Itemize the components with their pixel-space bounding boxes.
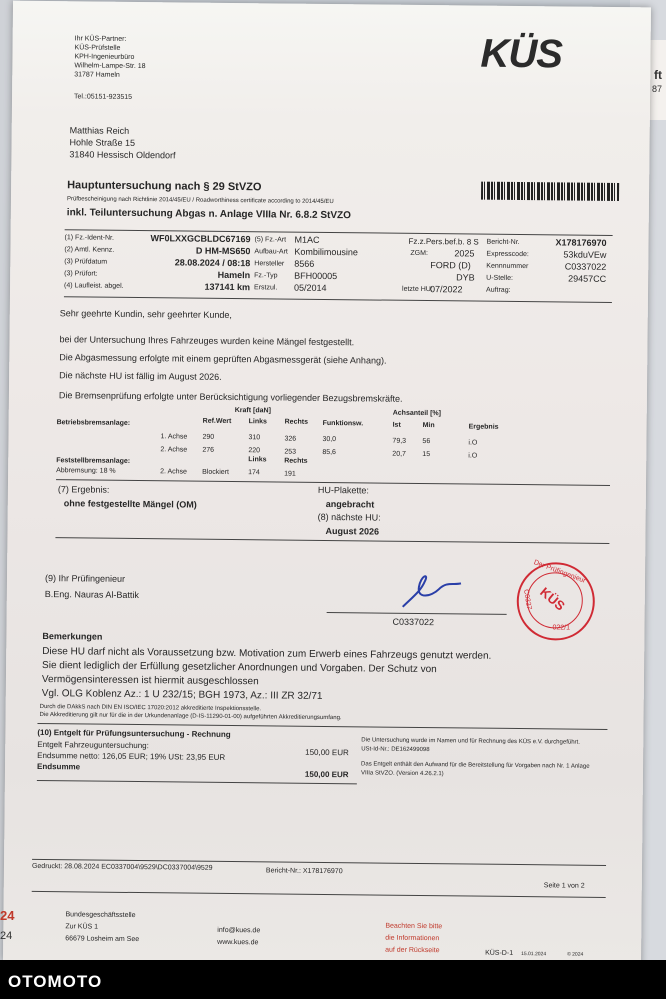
partner-line: Ihr KÜS-Partner: xyxy=(74,35,127,43)
express-code: 53kduVEw xyxy=(563,249,607,260)
inspector-id: C0337022 xyxy=(392,616,435,628)
invoice-total: 150,00 EUR xyxy=(304,769,349,780)
brake-left-col: 310 220 xyxy=(248,434,261,455)
test-station: 29457CC xyxy=(568,273,607,284)
col-header: Links xyxy=(248,418,267,426)
next-hu-label: (8) nächste HU: xyxy=(317,511,381,523)
footer-report-number: Bericht-Nr.: X178176970 xyxy=(265,867,343,876)
brake-ref-col: 290 276 xyxy=(202,433,215,454)
copyright: © 2024 xyxy=(567,951,584,958)
notice: auf der Rückseite xyxy=(385,946,440,955)
zgm: 2025 xyxy=(454,248,475,259)
parking-right: 191 xyxy=(284,470,296,478)
inspection-date: 28.08.2024 / 08:18 xyxy=(174,257,251,269)
remark-line: Diese HU darf nicht als Voraussetzung bzw. Motivation zum Erwerb eines Fahrzeugs genutzt werden. xyxy=(42,646,492,662)
divider xyxy=(32,891,606,898)
parking-brake-label: Feststellbremsanlage: xyxy=(56,457,131,465)
partner-line: Wilhelm-Lampe-Str. 18 xyxy=(74,62,146,71)
field-values-col2: M1AC Kombilimousine 8566 BFH00005 05/2014 xyxy=(294,234,359,293)
remark-line: Vermögensinteressen ist hiermit ausgeschlossen xyxy=(41,674,259,688)
service-brake-label: Betriebsbremsanlage: xyxy=(56,419,131,427)
document-title: Hauptuntersuchung nach § 29 StVZO xyxy=(67,179,262,194)
field-labels-col1: (1) Fz.-Ident-Nr. (2) Amtl. Kennz. (3) Prüfdatum (3) Prüfort: (4) Laufleist. abgel. xyxy=(64,234,124,290)
partner-line: KPH-Ingenieurbüro xyxy=(74,53,135,61)
next-hu: August 2026 xyxy=(325,525,380,537)
brake-right-col: 326 253 xyxy=(284,435,297,456)
form-date: 15.01.2024 xyxy=(521,951,547,958)
invoice-note: VIIIa StVZO. (Version 4.26.2.1) xyxy=(360,770,444,778)
inspector-stamp: Der Prüfingenieur KÜS C0337 022/1 xyxy=(516,562,595,641)
email: info@kues.de xyxy=(217,926,261,935)
remark-line: Vgl. OLG Koblenz Az.: 1 U 232/15; BGH 1973, Az.: III ZR 32/71 xyxy=(41,688,323,702)
head-office: 66679 Losheim am See xyxy=(65,935,140,944)
field-values-col1 xyxy=(132,232,251,293)
paragraph: Die nächste HU ist fällig im August 2026. xyxy=(59,370,222,382)
brake-axle-col xyxy=(160,430,187,456)
notice: Beachten Sie bitte xyxy=(385,922,443,931)
accreditation: Durch die DAkkS nach DIN EN ISO/IEC 17020:2012 akkreditierte Inspektionsstelle. xyxy=(39,704,262,713)
invoice-amount: 150,00 EUR xyxy=(305,747,349,758)
license-plate: D HM-MS650 xyxy=(195,245,251,257)
greeting: Sehr geehrte Kundin, sehr geehrter Kunde, xyxy=(59,308,232,320)
website: www.kues.de xyxy=(217,938,259,947)
vehicle-class: Fz.z.Pers.bef.b. 8 S xyxy=(408,236,479,247)
force-header: Kraft [daN] xyxy=(234,407,271,415)
paragraph: bei der Untersuchung Ihres Fahrzeuges wurden keine Mängel festgestellt. xyxy=(59,334,355,348)
invoice-line: Endsumme netto: 126,05 EUR; 19% USt: 23,95 EUR xyxy=(37,750,226,762)
col-header: Ist xyxy=(392,421,401,429)
head-office: Zur KÜS 1 xyxy=(65,923,99,931)
table-row: 1. Achse xyxy=(160,433,188,441)
paragraph: Die Bremsenprüfung erfolgte unter Berücksichtigung vorliegender Bezugsbremskräfte. xyxy=(58,390,403,404)
divider xyxy=(37,780,357,784)
vin: WF0LXXGCBLDC67169 xyxy=(150,233,251,245)
col-header: Ergebnis xyxy=(468,423,499,431)
brake-function-col: 30,0 85,6 xyxy=(322,435,337,457)
invoice-line: Entgelt Fahrzeuguntersuchung: xyxy=(37,739,149,751)
parking-blocked: Blockiert xyxy=(202,468,229,476)
partner-line: KÜS-Prüfstelle xyxy=(74,44,121,52)
result-value: ohne festgestellte Mängel (OM) xyxy=(63,498,197,510)
paragraph: Die Abgasmessung erfolgte mit einem geprüften Abgasmessgerät (siehe Anhang). xyxy=(59,352,387,366)
last-hu: 07/2022 xyxy=(429,284,463,295)
last-hu-label: letzte HU: xyxy=(402,285,433,294)
form-code: KÜS-D-1 xyxy=(485,949,514,957)
partner-tel: Tel.:05151-923515 xyxy=(74,93,133,101)
document-title-2: inkl. Teiluntersuchung Abgas n. Anlage VIIIa Nr. 6.8.2 StVZO xyxy=(66,207,352,222)
invoice-total-label: Endsumme xyxy=(36,761,81,772)
col-header: Funktionsw. xyxy=(322,419,364,428)
side-fragment: 24 xyxy=(0,908,15,923)
divider xyxy=(55,537,609,544)
side-fragment: 87 xyxy=(651,84,662,94)
partner-line: 31787 Hameln xyxy=(74,71,120,79)
sticker-value: angebracht xyxy=(325,498,375,510)
remarks-heading: Bemerkungen xyxy=(42,631,103,642)
recipient-street: Hohle Straße 15 xyxy=(69,137,136,148)
deceleration: Abbremsung: 18 % xyxy=(56,467,116,475)
invoice-note: USt-Id-Nr.: DE162499098 xyxy=(361,746,430,754)
invoice-heading: (10) Entgelt für Prüfungsuntersuchung - Rechnung xyxy=(37,727,231,740)
brake-min-col: 56 15 xyxy=(422,437,431,459)
zgm-label: ZGM: xyxy=(410,249,428,258)
field-labels-col2: (5) Fz.-Art Aufbau-Art Hersteller Fz.-Typ Erstzul. xyxy=(254,236,288,292)
inspection-certificate xyxy=(3,1,651,968)
brake-result-col: i.O i.O xyxy=(468,439,478,460)
page-number: Seite 1 von 2 xyxy=(543,882,585,890)
col-header: Links xyxy=(248,456,267,464)
col-header: Ref.Wert xyxy=(202,417,232,425)
identifier: C0337022 xyxy=(564,261,607,272)
mileage: 137141 km xyxy=(204,281,251,293)
share-header: Achsanteil [%] xyxy=(392,409,442,418)
head-office: Bundesgeschäftsstelle xyxy=(65,911,136,920)
barcode xyxy=(481,182,619,201)
parking-axle: 2. Achse xyxy=(160,468,188,476)
divider xyxy=(64,296,612,303)
document-subtitle: Prüfbescheinigung nach Richtlinie 2014/45/EU / Roadworthiness certificate according to 2014/45/EU xyxy=(66,196,334,206)
sticker-label: HU-Plakette: xyxy=(317,484,370,496)
dyb: DYB xyxy=(456,272,475,283)
report-number: X178176970 xyxy=(555,237,607,248)
make: FORD (D) xyxy=(430,260,471,271)
field-labels-col4: Bericht-Nr. Expresscode: Kennnummer U-Stelle: Auftrag: xyxy=(486,238,529,294)
otomoto-watermark: OTOMOTO xyxy=(8,972,103,991)
inspection-place: Hameln xyxy=(217,269,251,281)
parking-left: 174 xyxy=(248,469,260,477)
kues-logo: KÜS xyxy=(480,31,563,77)
printed-info: Gedruckt: 28.08.2024 EC0337004\9529\DC0337004\9529 xyxy=(31,862,213,872)
field-values-col4 xyxy=(530,236,607,297)
result-label: (7) Ergebnis: xyxy=(57,484,110,495)
signature xyxy=(395,567,475,616)
notice: die Informationen xyxy=(385,934,440,943)
remark-line: Sie dient lediglich der Erfüllung gesetzlicher Anordnungen und Vorgaben. Der Schutz von xyxy=(42,660,437,676)
side-fragment: ft xyxy=(654,68,662,82)
invoice-note: Das Entgelt enthält den Aufwand für die Bereitstellung für Vorgaben nach Nr. 1 Anlage xyxy=(361,761,590,770)
inspector-label: (9) Ihr Prüfingenieur xyxy=(44,573,126,584)
side-fragment: 24 xyxy=(0,930,13,942)
table-row: 2. Achse xyxy=(160,446,188,454)
recipient-name: Matthias Reich xyxy=(69,125,130,136)
invoice-note: Die Untersuchung wurde im Namen und für Rechnung des KÜS e.V. durchgeführt. xyxy=(361,737,580,746)
brake-ist-col: 79,3 20,7 xyxy=(392,437,407,458)
col-header: Min xyxy=(422,421,435,430)
inspector-name: B.Eng. Nauras Al-Battik xyxy=(44,589,139,601)
col-header: Rechts xyxy=(284,418,309,426)
recipient-city: 31840 Hessisch Oldendorf xyxy=(69,149,176,161)
accreditation: Die Akkreditierung gilt nur für die in der Urkundenanlage (D-IS-11290-01-00) aufgeführten Akkreditierungsumfang. xyxy=(39,712,342,722)
col-header: Rechts xyxy=(284,457,308,465)
